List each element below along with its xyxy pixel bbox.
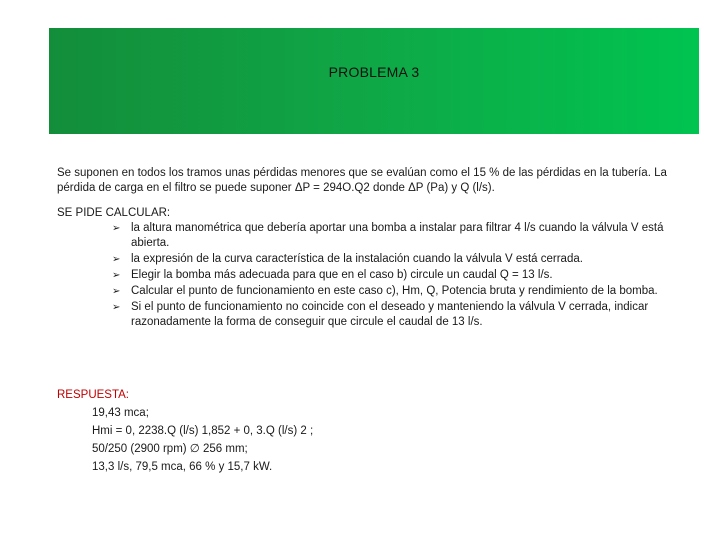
calc-list: [57, 221, 667, 330]
list-item-text: Elegir la bomba más adecuada para que en el caso b) circule un caudal Q = 13 l/s.: [131, 269, 553, 281]
intro-paragraph: Se suponen en todos los tramos unas pérdidas menores que se evalúan como el 15 % de las pérdidas en la tubería. La pérdida de carga en el filtro se puede suponer ΔP = 294O.Q2 donde ΔP (Pa) y Q (l/s).: [57, 167, 667, 194]
answer-line: 50/250 (2900 rpm) ∅ 256 mm;: [92, 443, 248, 455]
problem-statement: [57, 166, 667, 331]
arrow-bullet-icon: ➢: [112, 270, 121, 281]
arrow-bullet-icon: ➢: [112, 223, 121, 234]
page-title: PROBLEMA 3: [328, 64, 420, 80]
list-item: [112, 252, 667, 267]
arrow-bullet-icon: ➢: [112, 254, 121, 265]
list-item-text: la altura manométrica que debería aportar una bomba a instalar para filtrar 4 l/s cuando la válvula V está abierta.: [131, 222, 664, 249]
calc-heading: SE PIDE CALCULAR:: [57, 207, 171, 219]
answer-heading: RESPUESTA:: [57, 389, 129, 401]
answer-list: [57, 404, 667, 476]
list-item: [112, 221, 667, 251]
list-item: [112, 268, 667, 283]
answer-section: [57, 386, 667, 476]
list-item: [112, 300, 667, 330]
title-banner: [49, 28, 699, 134]
list-item-text: Si el punto de funcionamiento no coincide con el deseado y manteniendo la válvula V cerrada, indicar razonadamente la forma de conseguir que circule el caudal de 13 l/s.: [131, 301, 649, 328]
answer-line: 19,43 mca;: [92, 407, 149, 419]
arrow-bullet-icon: ➢: [112, 302, 121, 313]
list-item-text: Calcular el punto de funcionamiento en este caso c), Hm, Q, Potencia bruta y rendimiento de la bomba.: [131, 285, 658, 297]
list-item: [112, 284, 667, 299]
answer-line: 13,3 l/s, 79,5 mca, 66 % y 15,7 kW.: [92, 461, 273, 473]
answer-line: Hmi = 0, 2238.Q (l/s) 1,852 + 0, 3.Q (l/s) 2 ;: [92, 425, 314, 437]
arrow-bullet-icon: ➢: [112, 286, 121, 297]
list-item-text: la expresión de la curva característica de la instalación cuando la válvula V está cerrada.: [131, 253, 583, 265]
